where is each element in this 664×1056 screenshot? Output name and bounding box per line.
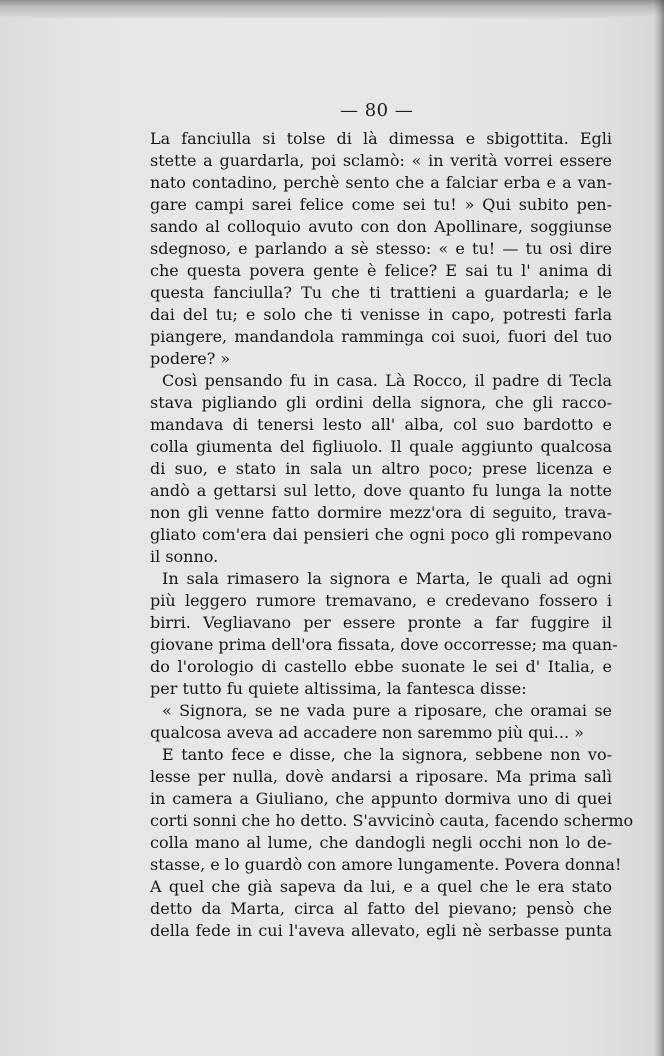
text-line: A quel che già sapeva da lui, e a quel che le era stato bbox=[150, 877, 612, 896]
paragraph-start-line: In sala rimasero la signora e Marta, le quali ad ogni bbox=[162, 569, 612, 588]
text-line: gare campi sarei felice come sei tu! » Qui subito pen- bbox=[150, 195, 612, 214]
text-line: di suo, e stato in sala un altro poco; prese licenza e bbox=[150, 459, 612, 478]
text-line: questa fanciulla? Tu che ti trattieni a guardarla; e le bbox=[150, 283, 612, 302]
text-line: sando al colloquio avuto con don Apollinare, soggiunse bbox=[150, 217, 612, 236]
text-line: gliato com'era dai pensieri che ogni poco gli rompevano bbox=[150, 525, 612, 544]
text-line: do l'orologio di castello ebbe suonate le sei d' Italia, e bbox=[150, 657, 612, 676]
text-line: dai del tu; e solo che ti venisse in capo, potresti farla bbox=[150, 305, 612, 324]
text-line: lesse per nulla, dovè andarsi a riposare. Ma prima salì bbox=[150, 767, 612, 786]
text-line: sdegnoso, e parlando a sè stesso: « e tu! — tu osi dire bbox=[150, 239, 612, 258]
text-line: della fede in cui l'aveva allevato, egli nè serbasse punta bbox=[150, 921, 612, 940]
paragraph-start-line: Così pensando fu in casa. Là Rocco, il padre di Tecla bbox=[162, 371, 612, 390]
text-line: che questa povera gente è felice? E sai tu l' anima di bbox=[150, 261, 612, 280]
text-line: podere? » bbox=[150, 349, 231, 368]
text-line: La fanciulla si tolse di là dimessa e sbigottita. Egli bbox=[150, 129, 612, 148]
text-line: più leggero rumore tremavano, e credevano fossero i bbox=[150, 591, 612, 610]
text-line: piangere, mandandola ramminga coi suoi, fuori del tuo bbox=[150, 327, 612, 346]
text-line: nato contadino, perchè sento che a falciar erba e a van- bbox=[150, 173, 612, 192]
text-line: stette a guardarla, poi sclamò: « in verità vorrei essere bbox=[150, 151, 612, 170]
body-text bbox=[150, 128, 634, 942]
text-line: mandava di tenersi lesto all' alba, col suo bardotto e bbox=[150, 415, 612, 434]
text-line: detto da Marta, circa al fatto del pievano; pensò che bbox=[150, 899, 612, 918]
text-line: il sonno. bbox=[150, 547, 219, 566]
text-line: corti sonni che ho detto. S'avvicinò cauta, facendo schermo bbox=[150, 811, 634, 830]
text-line: giovane prima dell'ora fissata, dove occorresse; ma quan- bbox=[150, 635, 618, 654]
text-line: colla mano al lume, che dandogli negli occhi non lo de- bbox=[150, 833, 612, 852]
text-line: stasse, e lo guardò con amore lungamente. Povera donna! bbox=[150, 855, 622, 874]
text-line: qualcosa aveva ad accadere non saremmo più qui... » bbox=[150, 723, 584, 742]
text-line: colla giumenta del figliuolo. Il quale aggiunto qualcosa bbox=[150, 437, 612, 456]
text-line: birri. Vegliavano per essere pronte a far fuggire il bbox=[150, 613, 612, 632]
paragraph-start-line: « Signora, se ne vada pure a riposare, che oramai se bbox=[162, 701, 612, 720]
paragraph-start-line: E tanto fece e disse, che la signora, sebbene non vo- bbox=[162, 745, 612, 764]
text-line: in camera a Giuliano, che appunto dormiva uno di quei bbox=[150, 789, 612, 808]
scan-top-edge bbox=[0, 0, 664, 18]
text-line: andò a gettarsi sul letto, dove quanto fu lunga la notte bbox=[150, 481, 612, 500]
scan-right-edge bbox=[654, 0, 664, 1056]
text-line: per tutto fu quiete altissima, la fantesca disse: bbox=[150, 679, 527, 698]
page-number: — 80 — bbox=[340, 100, 414, 121]
text-line: stava pigliando gli ordini della signora, che gli racco- bbox=[150, 393, 612, 412]
text-line: non gli venne fatto dormire mezz'ora di seguito, trava- bbox=[150, 503, 612, 522]
